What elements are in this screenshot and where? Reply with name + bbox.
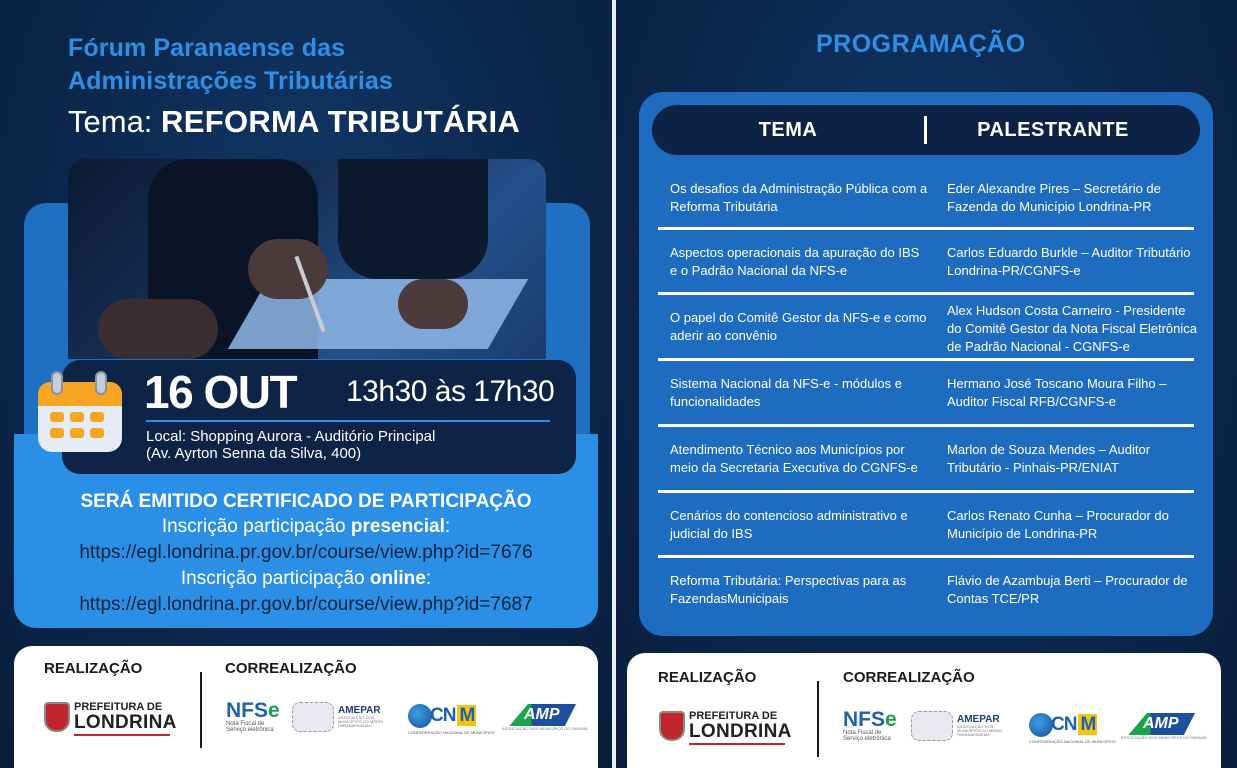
location-line1: Local: Shopping Aurora - Auditório Principal — [146, 428, 436, 445]
row-divider — [658, 292, 1194, 295]
schedule-row-palestrante: Hermano José Toscano Moura Filho – Auditor Fiscal RFB/CGNFS-e — [947, 376, 1167, 409]
nfse-logo: NFSe Nota Fiscal de Serviço eletrônica — [226, 699, 280, 733]
londrina-crest-icon — [44, 702, 70, 732]
amp-logo: AMP ASSOCIAÇÃO DOS MUNICÍPIOS DO PARANÁ — [1121, 715, 1207, 740]
parana-map-icon — [911, 711, 953, 741]
row-divider — [658, 358, 1194, 361]
parana-map-icon — [292, 702, 334, 732]
schedule-row-palestrante: Flávio de Azambuja Berti – Procurador de Contas TCE/PR — [947, 573, 1188, 606]
prefeitura-londrina-logo: PREFEITURA DE LONDRINA — [659, 711, 792, 741]
prefeitura-londrina-logo: PREFEITURA DE LONDRINA — [44, 702, 177, 732]
schedule-row-palestrante: Eder Alexandre Pires – Secretário de Fazenda do Município Londrina-PR — [947, 181, 1161, 214]
event-location — [146, 428, 546, 462]
row-divider — [658, 555, 1194, 558]
schedule-row-tema: Aspectos operacionais da apuração do IBS e o Padrão Nacional da NFS-e — [670, 245, 920, 278]
cnm-logo: CN M CONFEDERAÇÃO NACIONAL DE MUNICÍPIOS — [408, 705, 495, 735]
nfse-logo: NFSe Nota Fiscal de Serviço eletrônica — [843, 708, 897, 742]
date-underline — [146, 420, 550, 422]
presencial-link[interactable]: https://egl.londrina.pr.gov.br/course/view.php?id=7676 — [79, 542, 533, 563]
location-line2: (Av. Ayrton Senna da Silva, 400) — [146, 445, 362, 462]
certificate-title: SERÁ EMITIDO CERTIFICADO DE PARTICIPAÇÃO — [80, 491, 532, 512]
forum-title — [68, 32, 588, 98]
online-label: Inscrição participação online: — [180, 568, 432, 589]
column-header-tema: TEMA — [758, 119, 818, 141]
tema-heading — [68, 104, 520, 140]
column-header-palestrante: PALESTRANTE — [977, 119, 1129, 141]
correalizacao-label: CORREALIZAÇÃO — [843, 669, 975, 686]
schedule-row-tema: Sistema Nacional da NFS-e - módulos e funcionalidades — [670, 376, 902, 409]
row-divider — [658, 424, 1194, 427]
realizacao-label: REALIZAÇÃO — [44, 660, 143, 677]
calendar-icon — [34, 368, 126, 456]
event-date: 16 OUT — [144, 366, 297, 418]
amp-logo: AMP ASSOCIAÇÃO DOS MUNICÍPIOS DO PARANÁ — [502, 706, 588, 731]
amepar-logo: AMEPAR ASSOCIAÇÃO DOS MUNICÍPIOS DO MÉDIO PARANAPANEMA — [292, 702, 388, 732]
event-time: 13h30 às 17h30 — [346, 375, 555, 408]
row-divider — [658, 490, 1194, 493]
schedule-row-palestrante: Marlon de Souza Mendes – Auditor Tributário - Pinhais-PR/ENIAT — [947, 442, 1151, 475]
realizacao-label: REALIZAÇÃO — [658, 669, 757, 686]
schedule-row-palestrante: Alex Hudson Costa Carneiro - Presidente do Comitê Gestor da Nota Fiscal Eletrônica de Padrão Nacional - CGNFS-e — [947, 303, 1197, 354]
row-divider — [658, 227, 1194, 230]
amepar-logo: AMEPAR ASSOCIAÇÃO DOS MUNICÍPIOS DO MÉDIO PARANAPANEMA — [911, 711, 1007, 741]
forum-title-line1: Fórum Paranaense das — [68, 34, 346, 62]
schedule-row-tema: O papel do Comitê Gestor da NFS-e e como aderir ao convênio — [670, 310, 927, 343]
forum-title-line2: Administrações Tributárias — [68, 67, 393, 95]
business-meeting-photo — [68, 159, 546, 359]
londrina-crest-icon — [659, 711, 685, 741]
schedule-row-palestrante: Carlos Eduardo Burkle – Auditor Tributário Londrina-PR/CGNFS-e — [947, 245, 1191, 278]
cnm-logo: CN M CONFEDERAÇÃO NACIONAL DE MUNICÍPIOS — [1029, 714, 1116, 744]
correalizacao-label: CORREALIZAÇÃO — [225, 660, 357, 677]
schedule-row-tema: Reforma Tributária: Perspectivas para as FazendasMunicipais — [670, 573, 907, 606]
schedule-row-palestrante: Carlos Renato Cunha – Procurador do Município de Londrina-PR — [947, 508, 1169, 541]
tema-value: REFORMA TRIBUTÁRIA — [161, 104, 521, 139]
schedule-row-tema: Os desafios da Administração Pública com a Reforma Tributária — [670, 181, 928, 214]
schedule-row-tema: Atendimento Técnico aos Municípios por meio da Secretaria Executiva do CGNFS-e — [670, 442, 918, 475]
right-footer — [627, 653, 1221, 768]
schedule-row-tema: Cenários do contencioso administrativo e judicial do IBS — [670, 508, 908, 541]
programacao-title: PROGRAMAÇÃO — [816, 30, 1026, 58]
left-footer — [14, 646, 598, 768]
tema-prefix: Tema: — [68, 104, 153, 139]
presencial-label: Inscrição participação presencial: — [161, 516, 451, 537]
online-link[interactable]: https://egl.londrina.pr.gov.br/course/view.php?id=7687 — [79, 594, 533, 615]
